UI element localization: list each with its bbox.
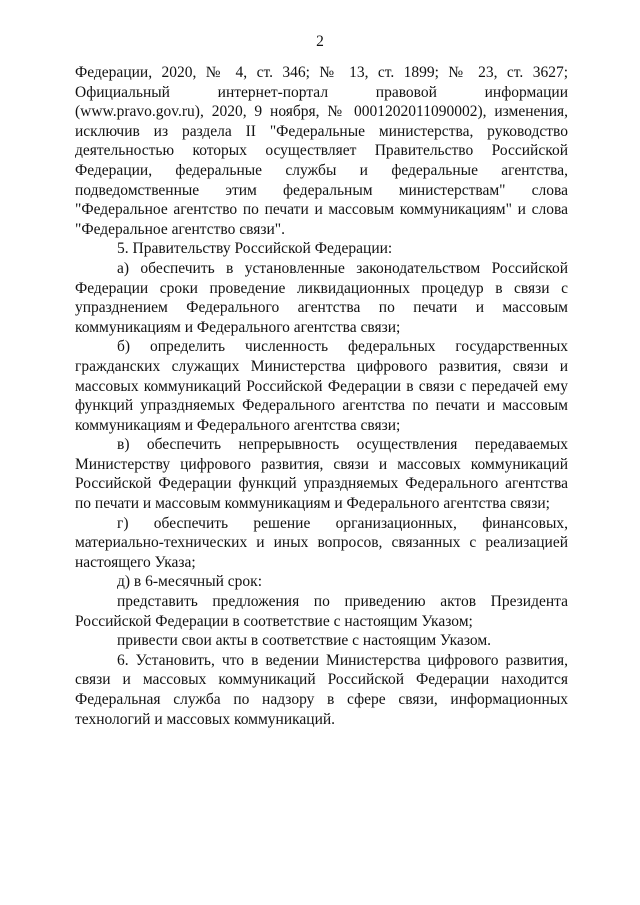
paragraph-item-6: 6. Установить, что в ведении Министерства цифрового развития, связи и массовых коммуникаций Российской Федерации находится Федеральная служба по надзору в сфере связи, информационных технологий и массовых коммуникаций.	[75, 651, 568, 728]
paragraph-item-5d-sub2: привести свои акты в соответствие с настоящим Указом.	[117, 632, 492, 650]
paragraph-item-5v: в) обеспечить непрерывность осуществления передаваемых Министерству цифрового развития, связи и массовых коммуникаций Российской Федерации функций упраздняемых Федерального агентства по печати и массовым коммуникациям и Федерального агентства связи;	[75, 436, 568, 513]
document-body	[75, 63, 568, 729]
paragraph-item-5d: д) в 6-месячный срок:	[117, 573, 263, 591]
paragraph-item-5d-sub1: представить предложения по приведению актов Президента Российской Федерации в соответствие с настоящим Указом;	[75, 593, 568, 630]
paragraph-item-5b: б) определить численность федеральных государственных гражданских служащих Министерства цифрового развития, связи и массовых коммуникаций Российской Федерации в связи с передачей ему функций упраздняемых Федерального агентства по печати и массовым коммуникациям и Федерального агентства связи;	[75, 338, 568, 434]
paragraph-item-5g: г) обеспечить решение организационных, финансовых, материально-технических и иных вопросов, связанных с реализацией настоящего Указа;	[75, 514, 568, 571]
paragraph-item-5: 5. Правительству Российской Федерации:	[117, 240, 393, 258]
paragraph-continuation: Федерации, 2020, № 4, ст. 346; № 13, ст. 1899; № 23, ст. 3627; Официальный интернет-портал правовой информации (www.pravo.gov.ru), 2020, 9 ноября, № 0001202011090002), изменения, исключив из раздела II "Федеральные министерства, руководство деятельностью которых осуществляет Правительство Российской Федерации, федеральные службы и федеральные агентства, подведомственные этим федеральным министерствам" слова "Федеральное агентство по печати и массовым коммуникациям" и слова "Федеральное агентство связи".	[75, 64, 568, 238]
page-number: 2	[316, 33, 324, 50]
paragraph-item-5a: а) обеспечить в установленные законодательством Российской Федерации сроки проведение ликвидационных процедур в связи с упразднением Федерального агентства по печати и массовым коммуникациям и Федерального агентства связи;	[75, 259, 568, 336]
